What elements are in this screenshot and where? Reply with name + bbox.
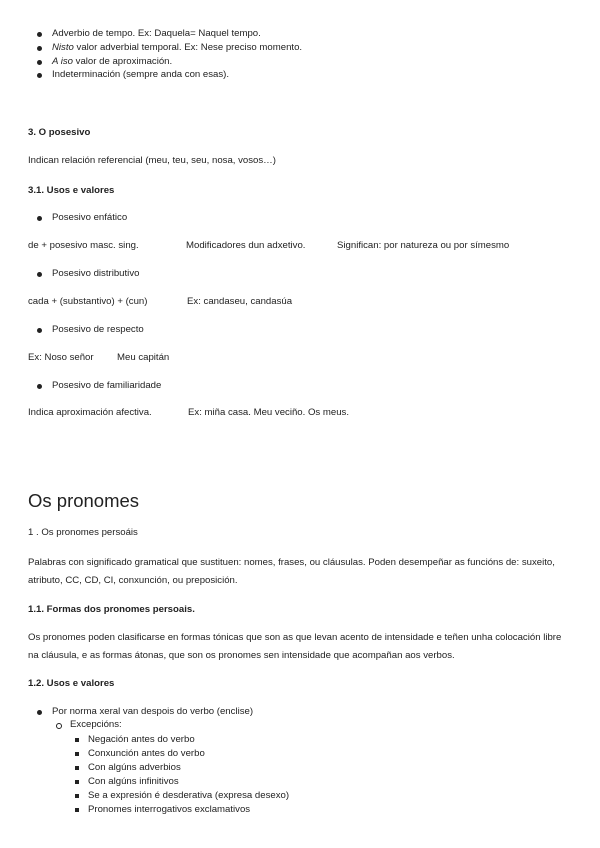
bullet-icon <box>37 384 42 389</box>
bullet-icon <box>37 73 42 78</box>
example-text: de + posesivo masc. sing. <box>28 240 139 251</box>
section-heading: 3. O posesivo <box>28 127 91 138</box>
sub-heading: 3.1. Usos e valores <box>28 185 115 196</box>
list-item: Posesivo de familiaridade <box>52 380 162 391</box>
bullet-icon <box>37 216 42 221</box>
list-item: Excepcións: <box>70 719 122 730</box>
section-intro: Indican relación referencial (meu, teu, seu, nosa, vosos…) <box>28 155 276 166</box>
paragraph: Palabras con significado gramatical que sustituen: nomes, frases, ou cláusulas. Poden desempeñar as funcións de: suxeito, atributo, CC, CD, CI, conxunción, ou preposición. <box>28 557 555 586</box>
example-text: Meu capitán <box>117 352 170 363</box>
sub-heading: 1.2. Usos e valores <box>28 678 115 689</box>
page-title: Os pronomes <box>28 490 140 511</box>
square-bullet-icon <box>75 766 79 770</box>
bullet-icon <box>37 328 42 333</box>
example-text: Ex: Noso señor <box>28 352 94 363</box>
exception-item: Conxunción antes do verbo <box>88 748 205 759</box>
bullet-icon <box>37 46 42 51</box>
example-text: Significan: por natureza ou por símesmo <box>337 240 510 251</box>
exception-item: Con algúns adverbios <box>88 762 181 773</box>
bullet-icon <box>37 272 42 277</box>
exception-item: Negación antes do verbo <box>88 734 195 745</box>
square-bullet-icon <box>75 780 79 784</box>
example-text: cada + (substantivo) + (cun) <box>28 296 148 307</box>
bullet-icon <box>37 710 42 715</box>
list-item: Posesivo distributivo <box>52 268 140 279</box>
square-bullet-icon <box>75 808 79 812</box>
example-text: Ex: candaseu, candasúa <box>187 296 293 307</box>
square-bullet-icon <box>75 752 79 756</box>
square-bullet-icon <box>75 738 79 742</box>
exception-item: Con algúns infinitivos <box>88 776 179 787</box>
list-item: Nisto valor adverbial temporal. Ex: Nese preciso momento. <box>52 42 303 53</box>
list-item: Indeterminación (sempre anda con esas). <box>52 69 230 80</box>
bullet-icon <box>37 32 42 37</box>
example-text: Ex: miña casa. Meu veciño. Os meus. <box>188 407 350 418</box>
example-text: Modificadores dun adxetivo. <box>186 240 306 251</box>
square-bullet-icon <box>75 794 79 798</box>
circle-bullet-icon <box>56 723 62 729</box>
list-item: Por norma xeral van despois do verbo (enclise) <box>52 706 254 717</box>
example-text: Indica aproximación afectiva. <box>28 407 152 418</box>
paragraph: Os pronomes poden clasificarse en formas tónicas que son as que levan acento de intensidade e teñen unha colocación libre na cláusula, e as formas átonas, que son os pronomes sen intensidade que acompañan aos verbos. <box>28 632 562 661</box>
exception-item: Pronomes interrogativos exclamativos <box>88 804 251 815</box>
list-item: Posesivo enfático <box>52 212 128 223</box>
exception-item: Se a expresión é desderativa (expresa desexo) <box>88 790 290 801</box>
list-item: Posesivo de respecto <box>52 324 144 335</box>
sub-heading: 1.1. Formas dos pronomes persoais. <box>28 604 195 615</box>
subtitle: 1 . Os pronomes persoáis <box>28 527 138 538</box>
list-item: A iso valor de aproximación. <box>52 56 173 67</box>
bullet-icon <box>37 60 42 65</box>
list-item: Adverbio de tempo. Ex: Daquela= Naquel tempo. <box>52 28 261 39</box>
